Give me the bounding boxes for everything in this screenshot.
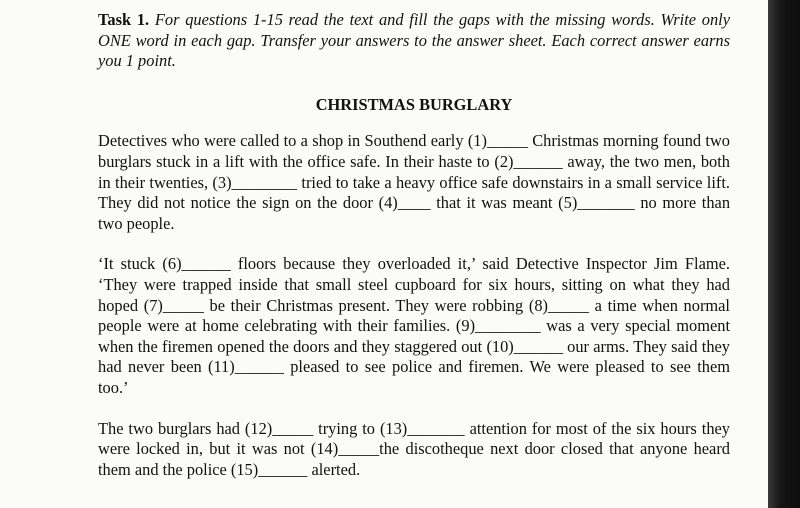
paragraph-line: (9)________ was a very special moment when the firemen opened the doors and they — [98, 316, 730, 356]
task-label: Task 1. — [98, 10, 150, 29]
paragraph-line: hours they were locked in, but it was not (14)_____the discotheque next door closed — [98, 418, 730, 459]
task-text: For questions 1-15 read the text and fill the gaps with the missing words. Write only ONE word in each gap. Transfer your answers to the answer sheet. Each correct answer earns you 1 point. — [98, 10, 730, 71]
paragraph-line: what they had hoped (7)_____ be their Christmas present. They were robbing — [98, 274, 730, 315]
screen-edge — [768, 0, 800, 508]
paragraph-1 — [98, 131, 730, 234]
paragraph-line: (8)_____ a time when normal people were at home celebrating with their families. — [98, 295, 730, 336]
document-content — [98, 10, 730, 500]
paragraph-line: The two burglars had (12)_____ trying to (13)_______ attention for most of the six — [98, 418, 661, 438]
text-title: CHRISTMAS BURGLARY — [315, 94, 513, 114]
paragraph-2 — [98, 254, 730, 398]
paragraph-line: Flame. ‘They were trapped inside that small steel cupboard for six hours, sitting on — [98, 254, 730, 294]
paragraph-line: found two burglars stuck in a lift with the office safe. In their haste to (2)______ away, — [98, 131, 730, 171]
paragraph-line: ‘It stuck (6)______ floors because they overloaded it,’ said Detective Inspector Jim — [98, 254, 685, 274]
paragraph-3 — [98, 419, 730, 481]
paragraph-line: staggered out (10)______ our arms. They said they had never been (11)______ pleased — [98, 336, 730, 377]
paragraph-line: it was meant (5)_______ no more than two people. — [98, 193, 731, 233]
paragraph-line: that anyone heard them and the police (15)______ alerted. — [98, 439, 730, 479]
task-instructions — [98, 10, 730, 72]
paragraph-line: the two men, both in their twenties, (3)________ tried to take a heavy office safe — [98, 151, 730, 192]
paragraph-line: to see police and firemen. We were pleased to see them too.’ — [98, 357, 730, 397]
paragraph-line: Detectives who were called to a shop in Southend early (1)_____ Christmas morning — [98, 131, 663, 151]
paragraph-line: downstairs in a small service lift. They did not notice the sign on the door (4)____ that — [98, 172, 731, 213]
